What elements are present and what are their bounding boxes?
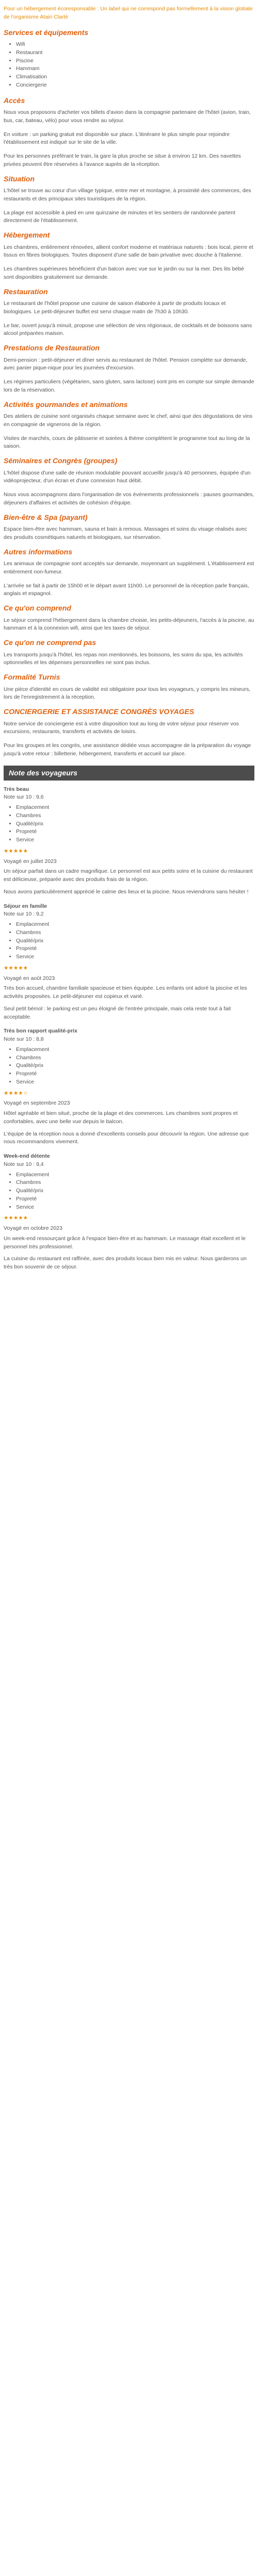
criteria-item: • Chambres xyxy=(16,1179,254,1187)
review-text: Hôtel agréable et bien situé, proche de la plage et des commerces. Les chambres sont propres et confortables, avec une belle vue depuis le balcon. xyxy=(4,1110,238,1125)
criteria-item: • Chambres xyxy=(16,929,254,937)
section-paragraph: La plage est accessible à pied en une quinzaine de minutes et les sentiers de randonnée partent directement de l'établissement. xyxy=(4,209,235,224)
list-item: • Restaurant xyxy=(16,49,254,57)
concierge-section xyxy=(4,707,254,758)
section xyxy=(4,638,254,667)
review-title: Très bon rapport qualité-prix xyxy=(4,1028,77,1035)
section-paragraph: Espace bien-être avec hammam, sauna et bain à remous. Massages et soins du visage réalisés avec des produits cosmétiques naturels et biologiques, sur réservation. xyxy=(4,526,247,540)
section xyxy=(4,175,254,226)
criteria-item: • Chambres xyxy=(16,812,254,820)
review-text: La cuisine du restaurant est raffinée, avec des produits locaux bien mis en valeur. Nous garderons un très bon souvenir de ce séjour. xyxy=(4,1256,247,1270)
section-paragraph: Demi-pension : petit-déjeuner et dîner servis au restaurant de l'hôtel. Pension complète sur demande, avec panier pique-nique pour les journées d'excursion. xyxy=(4,357,248,371)
section-list xyxy=(4,41,254,90)
review-text: Seul petit bémol : le parking est un peu éloigné de l'entrée principale, mais cela reste tout à fait acceptable. xyxy=(4,1005,231,1020)
review-rating: Note sur 10 : 9,2 xyxy=(4,911,44,918)
list-item: • Hammam xyxy=(16,65,254,73)
review-date: Voyagé en septembre 2023 xyxy=(4,1100,70,1107)
section xyxy=(4,344,254,395)
list-item: • Conciergerie xyxy=(16,81,254,90)
rating-stars-icon: ★★★★★ xyxy=(4,1215,28,1222)
criteria-item: • Qualité/prix xyxy=(16,820,254,828)
section-paragraph: Les chambres, entièrement rénovées, allient confort moderne et matériaux naturels : bois local, pierre et tissus en fibres biologiques. Toutes disposent d'une salle de bain privative avec douche à l'italienne. xyxy=(4,244,253,259)
review-title: Très beau xyxy=(4,786,29,792)
section xyxy=(4,400,254,451)
section-title: Services et équipements xyxy=(4,28,89,37)
section-title: Ce qu'on ne comprend pas xyxy=(4,638,96,647)
review-criteria xyxy=(4,1171,254,1212)
notes-header: Note des voyageurs xyxy=(4,766,254,781)
review-text: Un séjour parfait dans un cadre magnifique. Le personnel est aux petits soins et la cuisine du restaurant est délicieuse, préparée avec des produits frais de la région. xyxy=(4,868,253,883)
concierge-body xyxy=(4,720,254,758)
review-title: Week-end détente xyxy=(4,1153,50,1159)
section-paragraph: L'arrivée se fait à partir de 15h00 et le départ avant 11h00. Le personnel de la réception parle français, anglais et espagnol. xyxy=(4,582,249,597)
section xyxy=(4,231,254,282)
review-rating: Note sur 10 : 9,4 xyxy=(4,1161,44,1167)
section-title: Formalité Turnis xyxy=(4,673,60,681)
review xyxy=(4,1027,254,1146)
review xyxy=(4,786,254,896)
review xyxy=(4,903,254,1022)
section xyxy=(4,604,254,633)
criteria-item: • Emplacement xyxy=(16,921,254,929)
section-paragraph: Les régimes particuliers (végétarien, sans gluten, sans lactose) sont pris en compte sur simple demande lors de la réservation. xyxy=(4,379,254,393)
section-title: Activités gourmandes et animations xyxy=(4,400,128,409)
section-title: Accès xyxy=(4,96,25,105)
section xyxy=(4,548,254,599)
rating-stars-icon: ★★★★☆ xyxy=(4,1090,28,1096)
review-date: Voyagé en octobre 2023 xyxy=(4,1225,62,1231)
section-paragraph: Les transports jusqu'à l'hôtel, les repas non mentionnés, les boissons, les soins du spa, les activités optionnelles et les dépenses personnelles ne sont pas inclus. xyxy=(4,651,243,666)
review-text: L'équipe de la réception nous a donné d'excellents conseils pour découvrir la région. Une adresse que nous recommandons vivement. xyxy=(4,1130,249,1145)
criteria-item: • Emplacement xyxy=(16,1171,254,1179)
criteria-item: • Qualité/prix xyxy=(16,1062,254,1070)
concierge-paragraph: Notre service de conciergerie est à votre disposition tout au long de votre séjour pour réserver vos excursions, restaurants, transferts et activités de loisirs. xyxy=(4,720,239,735)
intro-text: Pour un hébergement écoresponsable : Un label qui ne correspond pas formellement à la vision globale de l'organisme Atairi Clarté xyxy=(4,6,253,20)
page xyxy=(0,0,258,1286)
section-title: Prestations de Restauration xyxy=(4,344,100,352)
section-title: Restauration xyxy=(4,287,48,296)
review-text: Très bon accueil, chambre familiale spacieuse et bien équipée. Les enfants ont adoré la piscine et les activités proposées. Le petit-déjeuner est copieux et varié. xyxy=(4,985,247,999)
review-rating: Note sur 10 : 8,8 xyxy=(4,1036,44,1042)
section xyxy=(4,456,254,507)
section-title: Séminaires et Congrès (groupes) xyxy=(4,456,118,465)
section-title: Situation xyxy=(4,174,35,183)
section-paragraph: Le séjour comprend l'hébergement dans la chambre choisie, les petits-déjeuners, l'accès à la piscine, au hammam et à la connexion wifi, ainsi que les taxes de séjour. xyxy=(4,617,254,632)
criteria-item: • Emplacement xyxy=(16,1046,254,1054)
criteria-item: • Propreté xyxy=(16,1070,254,1078)
criteria-item: • Service xyxy=(16,953,254,961)
section-paragraph: Le bar, ouvert jusqu'à minuit, propose une sélection de vins régionaux, de cocktails et de boissons sans alcool préparées maison. xyxy=(4,322,252,337)
review-title: Séjour en famille xyxy=(4,903,47,909)
section-paragraph: Le restaurant de l'hôtel propose une cuisine de saison élaborée à partir de produits locaux et biologiques. Le petit-déjeuner buffet est servi chaque matin de 7h30 à 10h30. xyxy=(4,300,226,315)
review-text: Un week-end ressourçant grâce à l'espace bien-être et au hammam. Le massage était excellent et le personnel très professionnel. xyxy=(4,1235,246,1250)
review-criteria xyxy=(4,804,254,844)
review-text: Nous avons particulièrement apprécié le calme des lieux et la piscine. Nous reviendrons sans hésiter ! xyxy=(4,888,249,895)
review-criteria xyxy=(4,921,254,961)
concierge-title: CONCIERGERIE ET ASSISTANCE CONGRÈS VOYAGES xyxy=(4,707,195,716)
review xyxy=(4,1153,254,1272)
review-rating: Note sur 10 : 9,6 xyxy=(4,794,44,801)
criteria-item: • Chambres xyxy=(16,1054,254,1062)
section-title: Bien-être & Spa (payant) xyxy=(4,513,88,521)
section-paragraph: Pour les personnes préférant le train, la gare la plus proche se situe à environ 12 km. Des navettes privées peuvent être réservées à l'avance auprès de la réception. xyxy=(4,153,241,167)
criteria-item: • Qualité/prix xyxy=(16,1187,254,1195)
section xyxy=(4,287,254,338)
notes-container xyxy=(4,786,254,1272)
criteria-item: • Qualité/prix xyxy=(16,937,254,945)
list-item: • Climatisation xyxy=(16,73,254,81)
section-paragraph: Une pièce d'identité en cours de validité est obligatoire pour tous les voyageurs, y compris les mineurs, lors de l'enregistrement à la réception. xyxy=(4,686,251,701)
rating-stars-icon: ★★★★★ xyxy=(4,964,28,971)
criteria-item: • Emplacement xyxy=(16,804,254,812)
section-paragraph: Des ateliers de cuisine sont organisés chaque semaine avec le chef, ainsi que des dégustations de vins en compagnie de vignerons de la région. xyxy=(4,413,253,428)
section-paragraph: En voiture : un parking gratuit est disponible sur place. L'itinéraire le plus simple pour rejoindre l'établissement est indiqué sur le site de la ville. xyxy=(4,131,230,146)
criteria-item: • Service xyxy=(16,836,254,844)
criteria-item: • Propreté xyxy=(16,945,254,953)
list-item: • Piscine xyxy=(16,57,254,65)
section-title: Ce qu'on comprend xyxy=(4,604,71,612)
criteria-item: • Propreté xyxy=(16,828,254,836)
sections-container xyxy=(4,28,254,702)
review-criteria xyxy=(4,1046,254,1087)
section xyxy=(4,28,254,90)
section xyxy=(4,673,254,702)
section xyxy=(4,513,254,542)
rating-stars-icon: ★★★★★ xyxy=(4,848,28,854)
section-paragraph: Nous vous accompagnons dans l'organisation de vos événements professionnels : pauses gourmandes, déjeuners d'affaires et activités de cohésion d'équipe. xyxy=(4,492,254,506)
review-date: Voyagé en juillet 2023 xyxy=(4,858,57,865)
section-paragraph: Nous vous proposons d'acheter vos billets d'avion dans la compagnie partenaire de l'hôtel (avion, train, bus, car, bateau, vélo) pour vous rendre au séjour. xyxy=(4,109,251,124)
section-title: Autres informations xyxy=(4,547,73,556)
criteria-item: • Service xyxy=(16,1078,254,1087)
section-paragraph: Visites de marchés, cours de pâtisserie et soirées à thème complètent le programme tout au long de la saison. xyxy=(4,435,250,450)
section-paragraph: L'hôtel se trouve au cœur d'un village typique, entre mer et montagne, à proximité des commerces, des restaurants et des principaux sites touristiques de la région. xyxy=(4,188,251,202)
section-paragraph: Les chambres supérieures bénéficient d'un balcon avec vue sur le jardin ou sur la mer. Des lits bébé sont disponibles gratuitement sur demande. xyxy=(4,266,245,280)
concierge-paragraph: Pour les groupes et les congrès, une assistance dédiée vous accompagne de la préparation du voyage jusqu'à votre retour : billetterie, hébergement, transferts et accueil sur place. xyxy=(4,742,251,757)
review-date: Voyagé en août 2023 xyxy=(4,975,55,981)
section-title: Hébergement xyxy=(4,231,50,239)
criteria-item: • Service xyxy=(16,1204,254,1212)
section-paragraph: L'hôtel dispose d'une salle de réunion modulable pouvant accueillir jusqu'à 40 personnes, équipée d'un vidéoprojecteur, d'un écran et d'une connexion haut débit. xyxy=(4,469,251,484)
list-item: • Wifi xyxy=(16,41,254,49)
section xyxy=(4,96,254,169)
section-paragraph: Les animaux de compagnie sont acceptés sur demande, moyennant un supplément. L'établissement est entièrement non-fumeur. xyxy=(4,561,254,575)
criteria-item: • Propreté xyxy=(16,1195,254,1204)
